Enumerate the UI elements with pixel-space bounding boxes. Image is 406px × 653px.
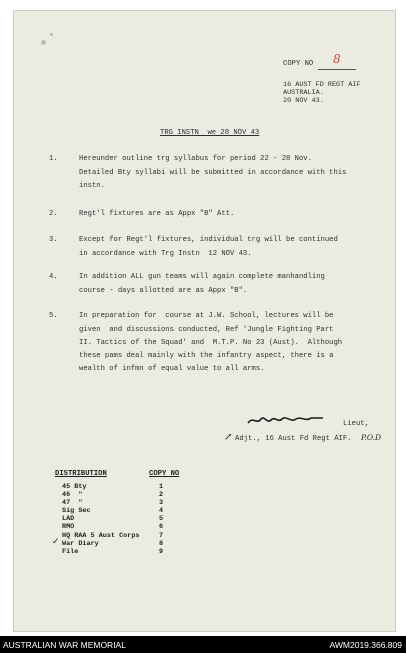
signature-rank: Lieut,	[343, 420, 369, 428]
distribution-row-unit: RMO	[62, 523, 75, 531]
item-5-line-3: II. Tactics of the Squad' and M.T.P. No 23 (Aust). Although	[79, 339, 343, 347]
item-number: 3.	[49, 236, 58, 244]
item-3-line-2: in accordance with Trg Instn 12 NOV 43.	[79, 250, 252, 258]
tick-mark: ✓	[52, 537, 60, 547]
item-1-line-2: Detailed Bty syllabi will be submitted in accordance with this	[79, 169, 347, 177]
header-address-2: AUSTRALIA.	[283, 89, 324, 97]
distribution-row-copy: 8	[159, 540, 164, 548]
signature-mark	[245, 412, 327, 428]
distribution-row-copy: 7	[159, 532, 164, 540]
distribution-heading: DISTRIBUTION	[55, 470, 107, 478]
item-4-line-1: In addition ALL gun teams will again complete manhandling	[79, 273, 325, 281]
distribution-row-copy: 6	[159, 523, 164, 531]
copy-no-underline	[318, 69, 356, 70]
distribution-row-unit: File	[62, 548, 79, 556]
header-address-1: 16 AUST FD REGT AIF	[283, 81, 361, 89]
signature-appointment: Adjt., 16 Aust Fd Regt AIF.	[235, 435, 352, 443]
punch-mark	[50, 33, 53, 36]
item-5-line-2: given and discussions conducted, Ref 'Jungle Fighting Part	[79, 326, 334, 334]
footer-bar	[0, 636, 406, 653]
distribution-row-copy: 3	[159, 499, 164, 507]
distribution-row-unit: LAD	[62, 515, 75, 523]
item-5-line-5: wealth of infmn of equal value to all arms.	[79, 365, 265, 373]
distribution-row-copy: 5	[159, 515, 164, 523]
distribution-row-unit: HQ RAA 5 Aust Corps	[62, 532, 140, 540]
item-number: 4.	[49, 273, 58, 281]
distribution-row-unit: War Diary	[62, 540, 99, 548]
item-number: 5.	[49, 312, 58, 320]
copy-no-value: 8	[333, 52, 341, 66]
copy-no-heading: COPY NO	[149, 470, 180, 478]
item-1-line-3: instn.	[79, 182, 105, 190]
page-title: TRG INSTN we 28 NOV 43	[160, 129, 260, 137]
item-5-line-1: In preparation for course at J.W. School, lectures will be	[79, 312, 334, 320]
copy-no-label: COPY NO	[283, 60, 314, 68]
distribution-row-copy: 4	[159, 507, 164, 515]
item-5-line-4: these pams deal mainly with the infantry aspect, there is a	[79, 352, 334, 360]
distribution-row-unit: 45 Bty	[62, 483, 87, 491]
punch-hole	[41, 40, 46, 45]
initial-tick-mark: ↗	[224, 432, 233, 443]
distribution-row-unit: Sig Sec	[62, 507, 91, 515]
distribution-row-copy: 2	[159, 491, 164, 499]
item-2-line-1: Regt'l fixtures are as Appx "B" Att.	[79, 210, 235, 218]
footer-accession-number: AWM2019.366.809	[329, 640, 402, 650]
item-number: 2.	[49, 210, 58, 218]
item-1-line-1: Hereunder outline trg syllabus for period 22 - 28 Nov.	[79, 155, 312, 163]
item-4-line-2: course - days allotted are as Appx "B".	[79, 287, 248, 295]
header-date: 20 NOV 43.	[283, 97, 324, 105]
distribution-row-copy: 9	[159, 548, 164, 556]
handwritten-initials: P.O.D	[361, 433, 382, 442]
footer-source: AUSTRALIAN WAR MEMORIAL	[3, 640, 126, 650]
distribution-row-copy: 1	[159, 483, 164, 491]
distribution-row-unit: 47 "	[62, 499, 83, 507]
item-3-line-1: Except for Regt'l fixtures, individual trg will be continued	[79, 236, 338, 244]
item-number: 1.	[49, 155, 58, 163]
distribution-row-unit: 46 "	[62, 491, 83, 499]
